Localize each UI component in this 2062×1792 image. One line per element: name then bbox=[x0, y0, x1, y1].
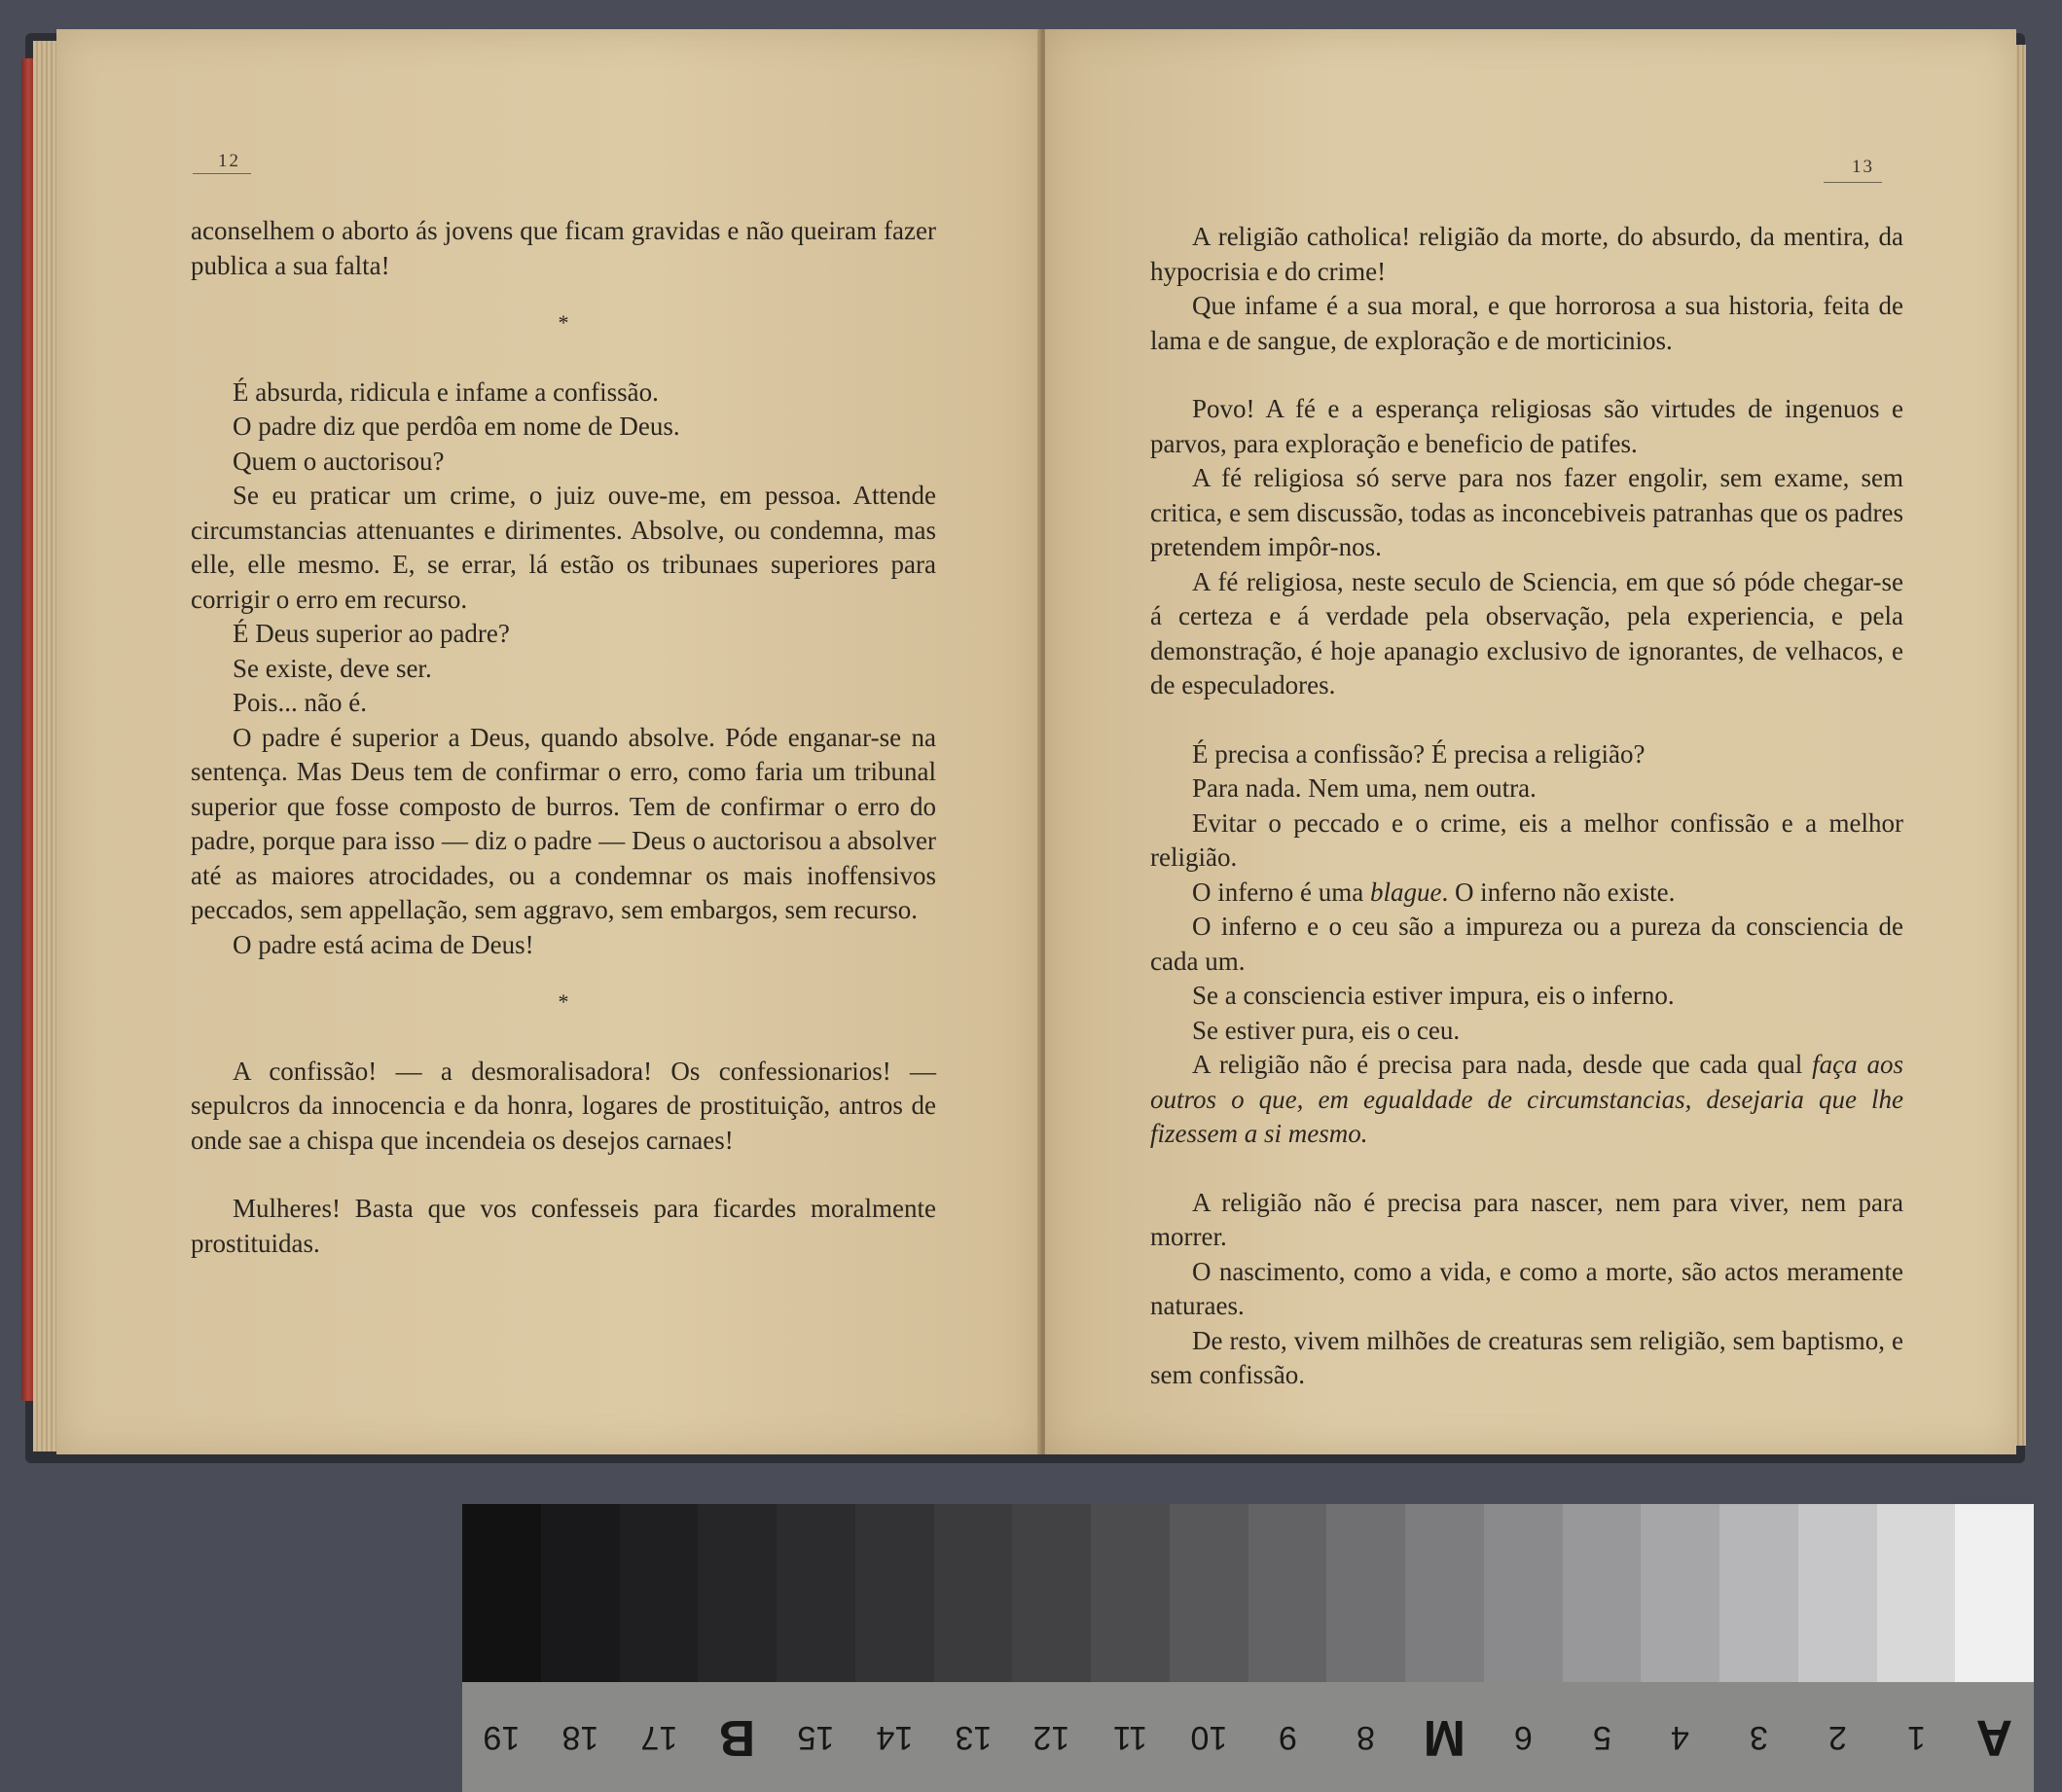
paragraph: A religião não é precisa para nada, desde que cada qual faça aos outros o que, em egualdade de circumstancias, desejaria que lhe fizessem a si mesmo. bbox=[1150, 1050, 1903, 1148]
gray-patch bbox=[1719, 1504, 1798, 1682]
ruler-label: 12 bbox=[1032, 1719, 1070, 1756]
left-page-number: 12 bbox=[218, 151, 240, 171]
gray-patch bbox=[777, 1504, 855, 1682]
italic-phrase: faça aos outros o que, em egualdade de circumstancias, desejaria que lhe fizessem a si mesmo. bbox=[1150, 1050, 1903, 1148]
ruler-label: 14 bbox=[876, 1719, 914, 1756]
gray-patch bbox=[1955, 1504, 2034, 1682]
ruler-label: B bbox=[718, 1708, 756, 1766]
ruler-label: 19 bbox=[483, 1719, 521, 1756]
paragraph: O padre está acima de Deus! bbox=[233, 929, 534, 959]
right-page-text bbox=[1150, 220, 1903, 1393]
gray-patch bbox=[1484, 1504, 1563, 1682]
paragraph: O padre diz que perdôa em nome de Deus. bbox=[233, 412, 680, 441]
paragraph: Pois... não é. bbox=[233, 688, 367, 717]
right-page bbox=[1045, 29, 2016, 1454]
left-page-text bbox=[191, 214, 936, 1261]
color-checker bbox=[462, 1504, 2034, 1682]
ruler-label: A bbox=[1975, 1708, 2013, 1766]
paragraph: De resto, vivem milhões de creaturas sem religião, sem baptismo, e sem confissão. bbox=[1150, 1325, 1903, 1389]
gray-patch bbox=[541, 1504, 620, 1682]
paragraph: Evitar o peccado e o crime, eis a melhor confissão e a melhor religião. bbox=[1150, 807, 1903, 872]
ruler-label: 4 bbox=[1671, 1719, 1690, 1756]
paragraph: A religião catholica! religião da morte, do absurdo, da mentira, da hypocrisia e do crime! bbox=[1150, 222, 1903, 286]
gray-patch bbox=[1877, 1504, 1956, 1682]
gray-patch bbox=[934, 1504, 1013, 1682]
ruler-label: 11 bbox=[1112, 1719, 1148, 1756]
right-page-number: 13 bbox=[1852, 157, 1874, 177]
ruler-label: M bbox=[1423, 1708, 1466, 1766]
page-edges-left bbox=[33, 41, 56, 1452]
gray-patch bbox=[1641, 1504, 1719, 1682]
ruler-label: 10 bbox=[1190, 1719, 1228, 1756]
ruler-label: 2 bbox=[1827, 1719, 1847, 1756]
ruler-label: 3 bbox=[1749, 1719, 1768, 1756]
paragraph: A confissão! — a desmoralisadora! Os confessionarios! — sepulcros da innocencia e da honra, logares de prostituição, antros de onde sae a chispa que incendeia os desejos carnaes! bbox=[191, 1056, 936, 1155]
paragraph: Se a consciencia estiver impura, eis o inferno. bbox=[1192, 981, 1675, 1010]
ruler-label: 6 bbox=[1513, 1719, 1533, 1756]
measurement-ruler bbox=[462, 1682, 2034, 1792]
ruler-label: 9 bbox=[1278, 1719, 1297, 1756]
gray-patch bbox=[1170, 1504, 1248, 1682]
paragraph: O nascimento, como a vida, e como a morte, são actos meramente naturaes. bbox=[1150, 1256, 1903, 1320]
paragraph: Mulheres! Basta que vos confesseis para ficardes moralmente prostituidas. bbox=[191, 1194, 936, 1258]
ruler-label: 5 bbox=[1592, 1719, 1611, 1756]
paragraph: É Deus superior ao padre? bbox=[233, 619, 510, 648]
gray-patch bbox=[620, 1504, 699, 1682]
right-page-number-rule bbox=[1824, 182, 1882, 183]
gray-patch bbox=[1326, 1504, 1405, 1682]
paragraph: Se eu praticar um crime, o juiz ouve-me, em pessoa. Attende circumstancias attenuantes e dirimentes. Absolve, ou condemna, mas elle, elle mesmo. E, se errar, lá estão os tribunaes superiores para corrigir o erro em recurso. bbox=[191, 481, 936, 614]
paragraph: A fé religiosa, neste seculo de Sciencia, em que só póde chegar-se á certeza e á verdade pela observação, pela experiencia, e pela demonstração, é hoje apanagio exclusivo de ignorantes, de velhacos, e de especuladores. bbox=[1150, 566, 1903, 699]
gray-patch bbox=[1798, 1504, 1877, 1682]
gray-patch bbox=[1012, 1504, 1091, 1682]
paragraph: A fé religiosa só serve para nos fazer engolir, sem exame, sem critica, e sem discussão, todas as inconcebiveis patranhas que os padres pretendem impôr-nos. bbox=[1150, 463, 1903, 561]
ruler-label: 15 bbox=[797, 1719, 835, 1756]
gray-patch bbox=[1563, 1504, 1642, 1682]
paragraph: É absurda, ridicula e infame a confissão. bbox=[233, 376, 659, 407]
left-page bbox=[56, 29, 1041, 1454]
ruler-label: 18 bbox=[561, 1719, 599, 1756]
ruler-label: 13 bbox=[954, 1719, 992, 1756]
left-page-number-rule bbox=[193, 173, 251, 174]
gray-patch bbox=[1248, 1504, 1327, 1682]
paragraph: aconselhem o aborto ás jovens que ficam gravidas e não queiram fazer publica a sua falta! bbox=[191, 216, 936, 280]
paragraph: O padre é superior a Deus, quando absolve. Póde enganar-se na sentença. Mas Deus tem de confirmar o erro, como faria um tribunal superior que fosse composto de burros. Tem de confirmar o erro do padre, porque para isso — diz o padre — Deus o auctorisou a absolver até as maiores atrocidades, ou a condemnar os mais inoffensivos peccados, sem appellação, sem aggravo, sem embargos, sem recurso. bbox=[191, 722, 936, 924]
paragraph: É precisa a confissão? É precisa a religião? bbox=[1192, 738, 1646, 769]
ruler-label: 1 bbox=[1906, 1719, 1926, 1756]
paragraph: O inferno é uma blague. O inferno não existe. bbox=[1192, 877, 1676, 907]
gray-patch bbox=[855, 1504, 934, 1682]
section-asterisk: * bbox=[558, 310, 569, 335]
paragraph: Povo! A fé e a esperança religiosas são virtudes de ingenuos e parvos, para exploração e beneficio de patifes. bbox=[1150, 394, 1903, 458]
section-asterisk: * bbox=[558, 989, 569, 1014]
italic-word: blague bbox=[1369, 877, 1442, 907]
gray-patch bbox=[1405, 1504, 1484, 1682]
ruler-label: 17 bbox=[639, 1719, 677, 1756]
paragraph: Que infame é a sua moral, e que horrorosa a sua historia, feita de lama e de sangue, de exploração e de morticinios. bbox=[1150, 291, 1903, 355]
paragraph: Se existe, deve ser. bbox=[233, 653, 432, 683]
ruler-label: 8 bbox=[1357, 1719, 1376, 1756]
gray-patch bbox=[1091, 1504, 1170, 1682]
paragraph: Para nada. Nem uma, nem outra. bbox=[1192, 773, 1537, 803]
paragraph: A religião não é precisa para nascer, nem para viver, nem para morrer. bbox=[1150, 1187, 1903, 1251]
paragraph: Quem o auctorisou? bbox=[233, 446, 445, 476]
gray-patch bbox=[462, 1504, 541, 1682]
gray-patch bbox=[698, 1504, 777, 1682]
paragraph: Se estiver pura, eis o ceu. bbox=[1192, 1015, 1461, 1045]
paragraph: O inferno e o ceu são a impureza ou a pureza da consciencia de cada um. bbox=[1150, 912, 1903, 976]
